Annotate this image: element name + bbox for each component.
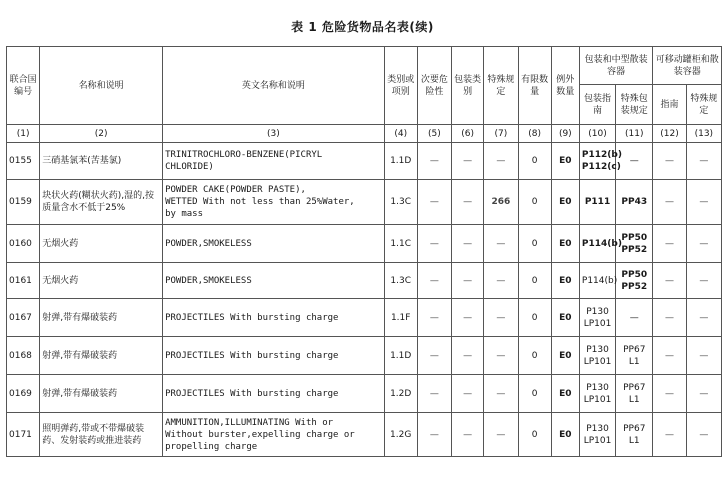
class-cell: 1.1D [384, 143, 417, 180]
packing-instruction-cell [579, 413, 615, 457]
un-number-cell: 0161 [7, 263, 40, 299]
limited-qty-cell: 0 [518, 413, 551, 457]
header-ibc-instr: 包装指南 [579, 85, 615, 125]
col-number: (11) [616, 125, 653, 143]
name-cn-cell: 三硝基氯苯(苦基氯) [40, 143, 163, 180]
limited-qty-cell: 0 [518, 180, 551, 225]
name-en-cell [163, 263, 385, 299]
pkg-group-cell: — [452, 180, 484, 225]
packing-provision-cell [616, 263, 653, 299]
name-en-cell-line: POWDER,SMOKELESS [165, 238, 252, 249]
tank-instruction-cell: — [653, 375, 686, 413]
name-en-cell-line: PROJECTILES With bursting charge [165, 350, 339, 361]
name-en-cell-line: PROJECTILES With bursting charge [165, 388, 339, 399]
packing-instruction-cell-line: P112(c) [581, 162, 621, 172]
pkg-group-cell: — [452, 225, 484, 263]
excepted-qty-cell: E0 [551, 299, 579, 337]
packing-instruction-cell [579, 337, 615, 375]
un-number-cell: 0171 [7, 413, 40, 457]
packing-provision-cell [616, 337, 653, 375]
col-number: (3) [163, 125, 385, 143]
sub-risk-cell: — [417, 143, 451, 180]
col-number: (7) [484, 125, 518, 143]
tank-instruction-cell: — [653, 413, 686, 457]
name-cn-cell: 无烟火药 [40, 263, 163, 299]
excepted-qty-cell: E0 [551, 143, 579, 180]
packing-provision-cell-line: — [629, 312, 639, 323]
name-en-cell-line: TRINITROCHLORO-BENZENE(PICRYL [165, 150, 323, 160]
excepted-qty-cell: E0 [551, 337, 579, 375]
excepted-qty-cell: E0 [551, 180, 579, 225]
table-title: 表 1 危险货物品名表(续) [291, 20, 434, 34]
packing-provision-cell [616, 299, 653, 337]
header-limited: 有限数量 [518, 47, 551, 125]
table-row [7, 337, 722, 375]
col-number: (10) [579, 125, 615, 143]
header-excepted: 例外数量 [551, 47, 579, 125]
packing-instruction-cell [579, 299, 615, 337]
name-en-cell [163, 337, 385, 375]
packing-provision-cell-line: PP50 [621, 269, 648, 280]
col-number: (5) [417, 125, 451, 143]
un-number-cell: 0168 [7, 337, 40, 375]
name-cn-cell: 射弹,带有爆破装药 [40, 337, 163, 375]
header-sub-risk: 次要危险性 [417, 47, 451, 125]
packing-instruction-cell [579, 225, 622, 263]
header-un-no: 联合国编号 [7, 47, 40, 125]
packing-provision-cell-line: PP43 [621, 197, 648, 207]
pkg-group-cell: — [452, 143, 484, 180]
packing-provision-cell-line: PP52 [621, 244, 648, 255]
limited-qty-cell: 0 [518, 375, 551, 413]
name-en-cell [163, 299, 385, 337]
packing-instruction-cell-line: P130 [586, 423, 609, 434]
packing-instruction-cell-line: P111 [584, 197, 611, 207]
name-en-cell-line: by mass [165, 209, 203, 219]
tank-provision-cell: — [686, 143, 721, 180]
table-row [7, 413, 722, 457]
packing-instruction-cell [579, 263, 618, 299]
header-ibc-special: 特殊包装规定 [616, 85, 653, 125]
packing-instruction-cell-line: LP101 [583, 394, 612, 405]
col-number: (4) [384, 125, 417, 143]
special-provisions-cell: — [484, 225, 518, 263]
sub-risk-cell: — [417, 413, 451, 457]
name-en-cell-line: CHLORIDE) [165, 162, 214, 172]
header-name-en: 英文名称和说明 [163, 47, 385, 125]
name-en-cell-line: Without burster,expelling charge or [165, 429, 355, 440]
name-en-cell-line: PROJECTILES With bursting charge [165, 312, 339, 323]
packing-instruction-cell-line: P130 [586, 382, 609, 393]
sub-risk-cell: — [417, 375, 451, 413]
packing-provision-cell-line: L1 [628, 394, 640, 405]
tank-provision-cell: — [686, 337, 721, 375]
col-number: (6) [452, 125, 484, 143]
col-number: (13) [686, 125, 721, 143]
special-provisions-cell: — [484, 413, 518, 457]
pkg-group-cell: — [452, 337, 484, 375]
col-number: (2) [40, 125, 163, 143]
packing-instruction-cell-line: LP101 [583, 318, 612, 329]
pkg-group-cell: — [452, 413, 484, 457]
packing-provision-cell-line: — [629, 156, 639, 166]
packing-instruction-cell-line: LP101 [583, 356, 612, 367]
tank-provision-cell: — [686, 375, 721, 413]
sub-risk-cell: — [417, 225, 451, 263]
table-row [7, 180, 722, 225]
header-class: 类别或项别 [384, 47, 417, 125]
special-provisions-cell: — [484, 299, 518, 337]
name-cn-cell: 照明弹药,带或不带爆破装药、发射装药或推进装药 [40, 413, 163, 457]
limited-qty-cell: 0 [518, 337, 551, 375]
special-provisions-cell: — [484, 263, 518, 299]
header-pkg-group: 包装类别 [452, 47, 484, 125]
tank-provision-cell: — [686, 413, 721, 457]
excepted-qty-cell: E0 [551, 263, 579, 299]
limited-qty-cell: 0 [518, 263, 551, 299]
packing-provision-cell-line: PP67 [623, 382, 646, 393]
packing-instruction-cell-line: LP101 [583, 435, 612, 446]
limited-qty-cell: 0 [518, 143, 551, 180]
packing-provision-cell [616, 180, 653, 225]
sub-risk-cell: — [417, 299, 451, 337]
packing-instruction-cell-line: P114(b) [581, 275, 618, 286]
packing-provision-cell [616, 413, 653, 457]
tank-provision-cell: — [686, 225, 721, 263]
header-tank-special: 特殊规定 [686, 85, 721, 125]
limited-qty-cell: 0 [518, 225, 551, 263]
table-row [7, 299, 722, 337]
packing-instruction-cell-line: P112(b) [581, 150, 622, 160]
dangerous-goods-table [6, 46, 722, 457]
packing-instruction-cell-line: P130 [586, 306, 609, 317]
special-provisions-cell: — [484, 337, 518, 375]
packing-provision-cell [616, 143, 653, 180]
class-cell: 1.1C [384, 225, 417, 263]
packing-instruction-cell-line: P114(b) [581, 238, 622, 249]
name-en-cell [163, 375, 385, 413]
un-number-cell: 0159 [7, 180, 40, 225]
packing-provision-cell-line: PP67 [623, 423, 646, 434]
tank-provision-cell: — [686, 263, 721, 299]
packing-provision-cell [616, 375, 653, 413]
name-en-cell [163, 225, 385, 263]
tank-instruction-cell: — [653, 337, 686, 375]
special-provisions-cell: — [484, 375, 518, 413]
class-cell: 1.3C [384, 263, 417, 299]
table-row [7, 375, 722, 413]
limited-qty-cell: 0 [518, 299, 551, 337]
name-en-cell [163, 413, 385, 457]
packing-instruction-cell [579, 180, 615, 225]
name-en-cell [163, 143, 385, 180]
name-en-cell [163, 180, 385, 225]
name-en-cell-line: POWDER CAKE(POWDER PASTE), [165, 185, 306, 195]
header-special: 特殊规定 [484, 47, 518, 125]
tank-instruction-cell: — [653, 263, 686, 299]
packing-provision-cell-line: L1 [628, 435, 640, 446]
header-name-cn: 名称和说明 [40, 47, 163, 125]
header-tank-instr: 指南 [653, 85, 686, 125]
tank-provision-cell: — [686, 180, 721, 225]
tank-instruction-cell: — [653, 299, 686, 337]
name-en-cell-line: AMMUNITION,ILLUMINATING With or [165, 417, 334, 428]
header-tank-group: 可移动罐柜和散装容器 [653, 47, 722, 85]
un-number-cell: 0155 [7, 143, 40, 180]
packing-provision-cell-line: PP52 [621, 281, 648, 292]
class-cell: 1.2G [384, 413, 417, 457]
table-body [7, 143, 722, 457]
column-number-row [7, 125, 722, 143]
excepted-qty-cell: E0 [551, 413, 579, 457]
name-en-cell-line: POWDER,SMOKELESS [165, 275, 252, 286]
special-provisions-cell: — [484, 143, 518, 180]
header-ibc-group: 包装和中型散装容器 [579, 47, 653, 85]
packing-provision-cell-line: PP67 [623, 344, 646, 355]
packing-provision-cell-line: L1 [628, 356, 640, 367]
name-en-cell-line: WETTED With not less than 25%Water, [165, 197, 355, 207]
class-cell: 1.3C [384, 180, 417, 225]
name-cn-cell: 射弹,带有爆破装药 [40, 299, 163, 337]
name-cn-cell: 射弹,带有爆破装药 [40, 375, 163, 413]
un-number-cell: 0169 [7, 375, 40, 413]
un-number-cell: 0160 [7, 225, 40, 263]
sub-risk-cell: — [417, 180, 451, 225]
table-row [7, 143, 722, 180]
table-row [7, 225, 722, 263]
col-number: (1) [7, 125, 40, 143]
un-number-cell: 0167 [7, 299, 40, 337]
packing-instruction-cell [579, 143, 622, 180]
packing-instruction-cell-line: P130 [586, 344, 609, 355]
pkg-group-cell: — [452, 375, 484, 413]
col-number: (12) [653, 125, 686, 143]
sub-risk-cell: — [417, 263, 451, 299]
name-cn-cell: 块状火药(糊状火药),湿的,按质量含水不低于25% [40, 180, 163, 225]
pkg-group-cell: — [452, 299, 484, 337]
col-number: (9) [551, 125, 579, 143]
sub-risk-cell: — [417, 337, 451, 375]
packing-provision-cell-line: PP50 [621, 232, 648, 243]
excepted-qty-cell: E0 [551, 375, 579, 413]
class-cell: 1.2D [384, 375, 417, 413]
name-cn-cell: 无烟火药 [40, 225, 163, 263]
packing-provision-cell [616, 225, 653, 263]
class-cell: 1.1F [384, 299, 417, 337]
pkg-group-cell: — [452, 263, 484, 299]
tank-instruction-cell: — [653, 143, 686, 180]
tank-provision-cell: — [686, 299, 721, 337]
special-provisions-cell: 266 [484, 180, 518, 225]
class-cell: 1.1D [384, 337, 417, 375]
tank-instruction-cell: — [653, 225, 686, 263]
table-row [7, 263, 722, 299]
col-number: (8) [518, 125, 551, 143]
packing-instruction-cell [579, 375, 615, 413]
excepted-qty-cell: E0 [551, 225, 579, 263]
tank-instruction-cell: — [653, 180, 686, 225]
name-en-cell-line: propelling charge [165, 441, 258, 452]
